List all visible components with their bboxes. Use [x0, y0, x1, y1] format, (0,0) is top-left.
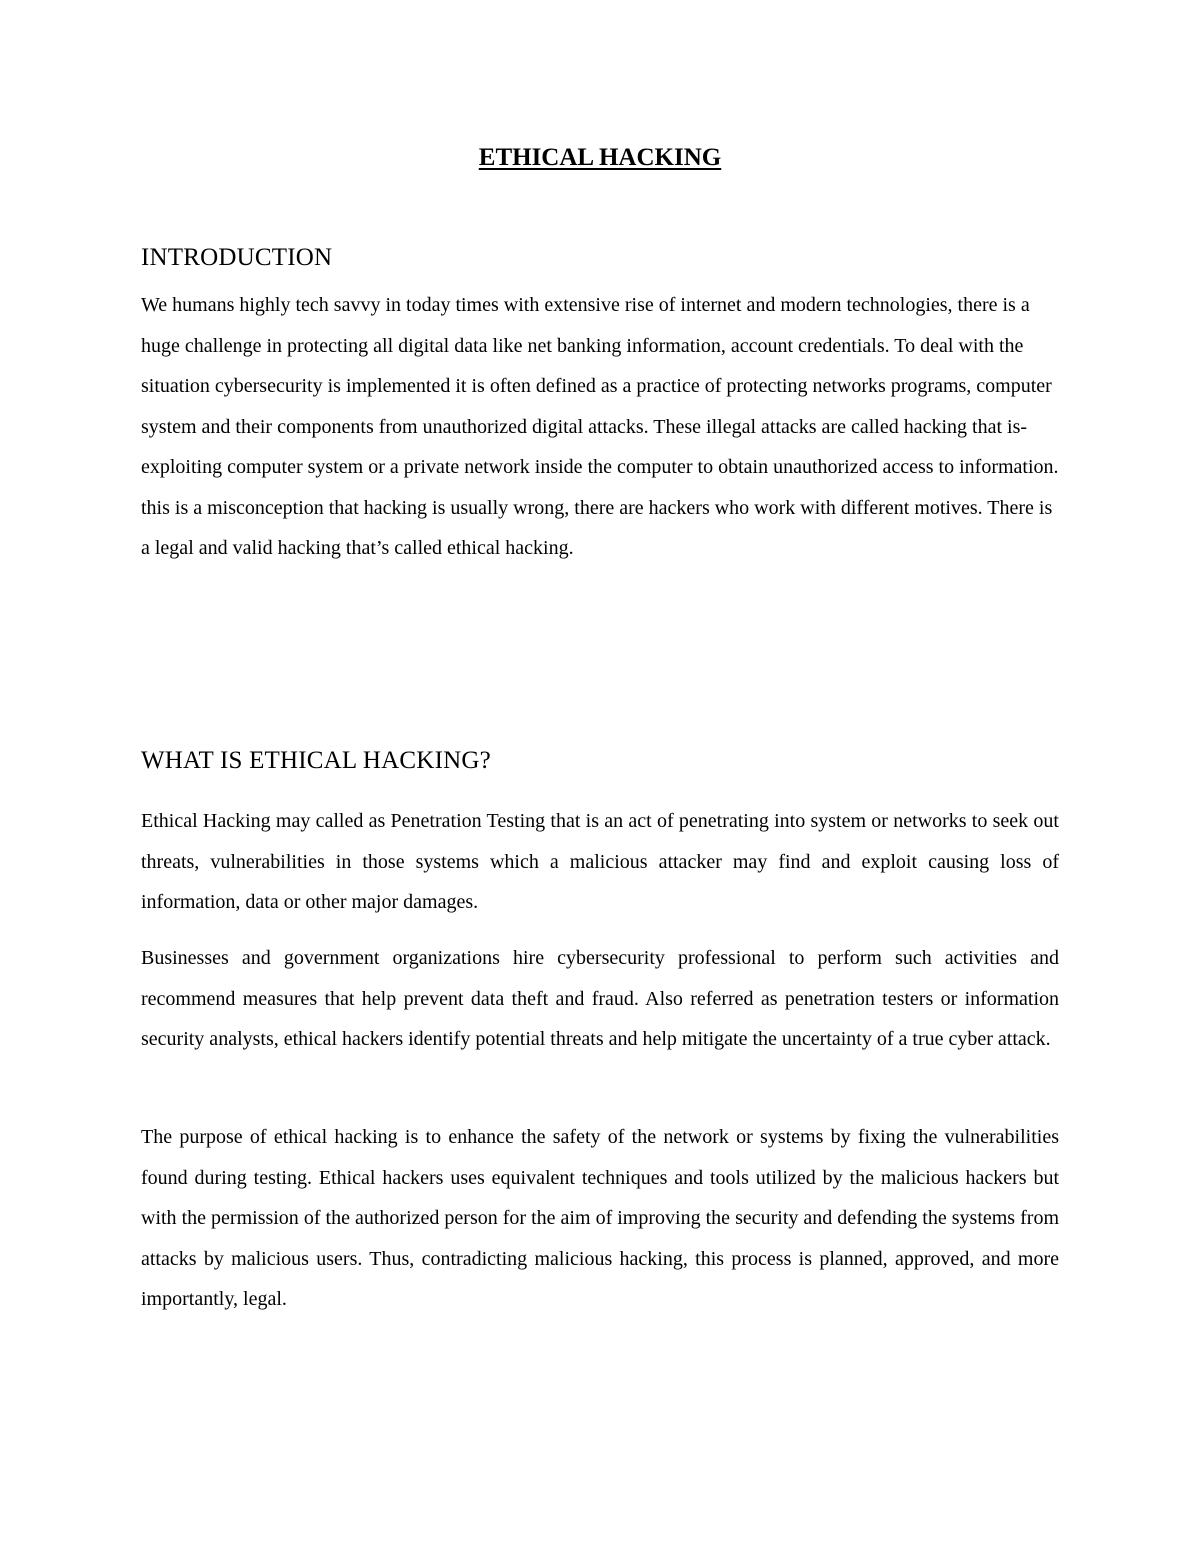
definition-paragraph: Ethical Hacking may called as Penetration Testing that is an act of penetrating into system or networks to seek out threats, vulnerabilities in those systems which a malicious attacker may find and exploit causing loss of information, data or other major damages.	[141, 810, 1059, 913]
section-heading-what-is-ethical-hacking: WHAT IS ETHICAL HACKING?	[141, 747, 491, 774]
purpose-paragraph: The purpose of ethical hacking is to enhance the safety of the network or systems by fixing the vulnerabilities found during testing. Ethical hackers uses equivalent techniques and tools utilized by the malicious hackers but with the permission of the authorized person for the aim of improving the security and defending the systems from attacks by malicious users. Thus, contradicting malicious hacking, this process is planned, approved, and more importantly, legal.	[141, 1126, 1059, 1310]
introduction-paragraph: We humans highly tech savvy in today times with extensive rise of internet and modern technologies, there is a huge challenge in protecting all digital data like net banking information, account credentials. To deal with the situation cybersecurity is implemented it is often defined as a practice of protecting networks programs, computer system and their components from unauthorized digital attacks. These illegal attacks are called hacking that is- exploiting computer system or a private network inside the computer to obtain unauthorized access to information. this is a misconception that hacking is usually wrong, there are hackers who work with different motives. There is a legal and valid hacking that’s called ethical hacking.	[141, 294, 1059, 559]
section-heading-introduction: INTRODUCTION	[141, 244, 333, 271]
businesses-paragraph: Businesses and government organizations hire cybersecurity professional to perform such activities and recommend measures that help prevent data theft and fraud. Also referred as penetration testers or information security analysts, ethical hackers identify potential threats and help mitigate the uncertainty of a true cyber attack.	[141, 947, 1059, 1050]
document-title: ETHICAL HACKING	[478, 144, 722, 171]
